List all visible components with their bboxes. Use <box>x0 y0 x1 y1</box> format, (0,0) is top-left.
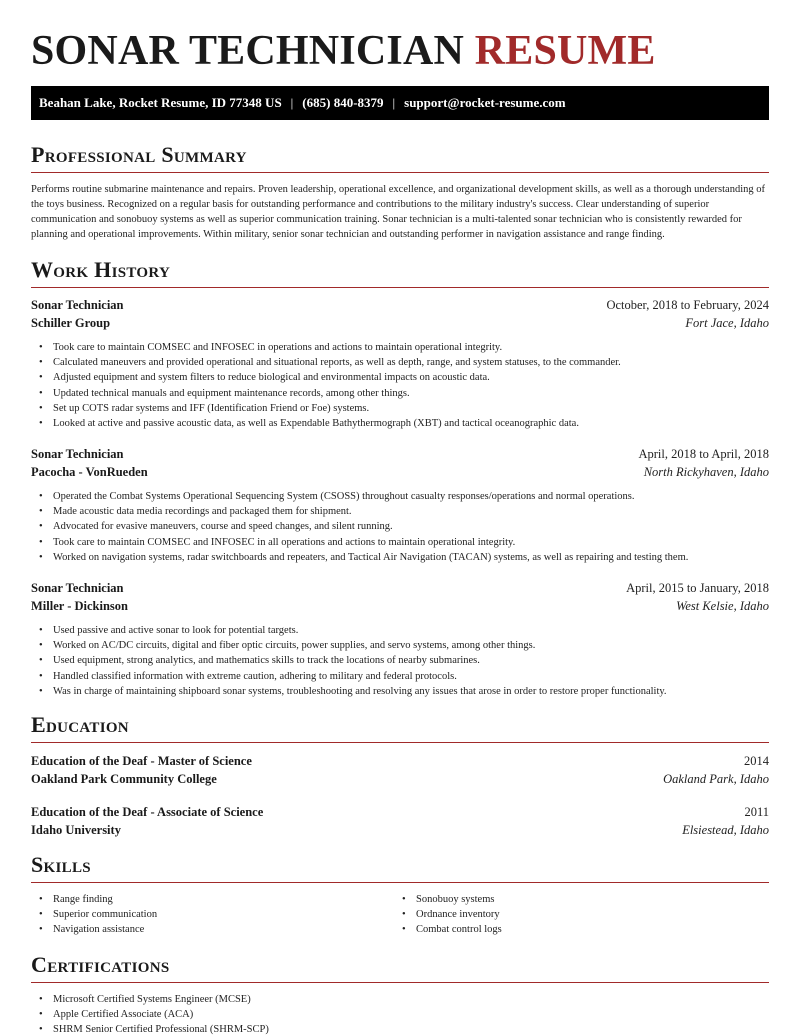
work-entry <box>31 296 769 431</box>
section-education-heading <box>31 714 769 743</box>
job-dates: April, 2015 to January, 2018 <box>626 580 769 595</box>
contact-separator: | <box>392 95 396 110</box>
list-item: • Took care to maintain COMSEC and INFOSEC in all operations and actions to maintain operational integrity. <box>31 535 769 550</box>
list-item: • Took care to maintain COMSEC and INFOSEC in operations and actions to maintain operational integrity. <box>31 340 769 355</box>
list-item: • Used equipment, strong analytics, and mathematics skills to track the locations of nearby submarines. <box>31 653 769 668</box>
list-item: • Operated the Combat Systems Operational Sequencing System (CSOSS) throughout casualty responses/operations and normal operations. <box>31 489 769 504</box>
list-item: • Range finding <box>31 892 394 907</box>
certifications-items <box>31 992 769 1035</box>
list-item: • Ordnance inventory <box>394 907 757 922</box>
education-school: Oakland Park Community College <box>31 771 217 786</box>
skills-column-right <box>394 892 757 938</box>
education-year: 2014 <box>744 753 769 768</box>
contact-bar <box>31 86 769 120</box>
list-item: • Set up COTS radar systems and IFF (Identification Friend or Foe) systems. <box>31 401 769 416</box>
job-location: North Rickyhaven, Idaho <box>643 464 769 479</box>
list-item: • Worked on AC/DC circuits, digital and fiber optic circuits, power supplies, and servo systems, among other things. <box>31 638 769 653</box>
job-bullets <box>31 489 769 565</box>
education-school: Idaho University <box>31 822 121 837</box>
certifications-list <box>31 992 769 1035</box>
education-location: Elsiestead, Idaho <box>682 822 769 837</box>
section-title: Work History <box>31 257 171 282</box>
title-accent: RESUME <box>474 28 656 74</box>
skills-list <box>31 892 769 938</box>
summary-text: Performs routine submarine maintenance and repairs. Proven leadership, operational excellence, and organizational development skills, as well as a thorough understanding of the toys business. Recognized on a regular basis for outstanding performance and contributions to the military industry's success. Clear understanding of superior communication and sonobuoy systems as well as superior communication training. Sonar technician is a multi-talented sonar technician who is consistently rewarded for planning and operational improvements. Within military, senior sonar technician and outstanding performer in navigation assistance and range finding. <box>31 184 765 240</box>
list-item: • Calculated maneuvers and provided operational and situational reports, as well as depth, range, and system statuses, to the commander. <box>31 355 769 370</box>
education-entry <box>31 803 769 839</box>
list-item: • Navigation assistance <box>31 922 394 937</box>
work-entry <box>31 445 769 565</box>
skills-column-left <box>31 892 394 938</box>
job-dates: April, 2018 to April, 2018 <box>638 446 769 461</box>
job-dates: October, 2018 to February, 2024 <box>606 297 769 312</box>
work-entry <box>31 579 769 699</box>
list-item: • Apple Certified Associate (ACA) <box>31 1007 769 1022</box>
education-degree: Education of the Deaf - Associate of Science <box>31 804 264 819</box>
contact-address: Beahan Lake, Rocket Resume, ID 77348 US <box>39 95 282 110</box>
job-title: Sonar Technician <box>31 297 124 312</box>
list-item: • Adjusted equipment and system filters to reduce biological and environmental impacts on acoustic data. <box>31 370 769 385</box>
list-item: • Made acoustic data media recordings and packaged them for shipment. <box>31 504 769 519</box>
list-item: • Combat control logs <box>394 922 757 937</box>
job-location: Fort Jace, Idaho <box>685 315 769 330</box>
list-item: • SHRM Senior Certified Professional (SHRM-SCP) <box>31 1022 769 1035</box>
section-summary-heading <box>31 144 769 173</box>
education-year: 2011 <box>744 804 769 819</box>
contact-email: support@rocket-resume.com <box>404 95 566 110</box>
contact-phone: (685) 840-8379 <box>302 95 384 110</box>
list-item: • Worked on navigation systems, radar switchboards and repeaters, and Tactical Air Navigation (TACAN) systems, as well as repairing and testing them. <box>31 550 769 565</box>
section-title: Skills <box>31 852 91 877</box>
contact-separator: | <box>290 95 294 110</box>
list-item: • Advocated for evasive maneuvers, course and speed changes, and silent running. <box>31 519 769 534</box>
list-item: • Sonobuoy systems <box>394 892 757 907</box>
title-main: SONAR TECHNICIAN <box>31 28 465 74</box>
section-work-heading <box>31 259 769 288</box>
list-item: • Updated technical manuals and equipment maintenance records, among other things. <box>31 386 769 401</box>
job-title: Sonar Technician <box>31 446 124 461</box>
section-title: Professional Summary <box>31 142 247 167</box>
resume-title <box>31 30 656 72</box>
education-location: Oakland Park, Idaho <box>663 771 769 786</box>
job-company: Pacocha - VonRueden <box>31 464 148 479</box>
job-company: Schiller Group <box>31 315 111 330</box>
section-certifications-heading <box>31 954 769 983</box>
education-degree: Education of the Deaf - Master of Science <box>31 753 252 768</box>
list-item: • Was in charge of maintaining shipboard sonar systems, troubleshooting and resolving any issues that arose in order to restore proper functionality. <box>31 684 769 699</box>
list-item: • Microsoft Certified Systems Engineer (MCSE) <box>31 992 769 1007</box>
list-item: • Superior communication <box>31 907 394 922</box>
section-skills-heading <box>31 854 769 883</box>
job-location: West Kelsie, Idaho <box>676 598 769 613</box>
job-company: Miller - Dickinson <box>31 598 128 613</box>
list-item: • Used passive and active sonar to look for potential targets. <box>31 623 769 638</box>
list-item: • Handled classified information with extreme caution, adhering to military and federal protocols. <box>31 669 769 684</box>
job-bullets <box>31 340 769 431</box>
section-title: Certifications <box>31 952 170 977</box>
job-bullets <box>31 623 769 699</box>
section-title: Education <box>31 712 129 737</box>
education-entry <box>31 752 769 788</box>
job-title: Sonar Technician <box>31 580 124 595</box>
list-item: • Looked at active and passive acoustic data, as well as Expendable Bathythermograph (XBT) and tactical oceanographic data. <box>31 416 769 431</box>
